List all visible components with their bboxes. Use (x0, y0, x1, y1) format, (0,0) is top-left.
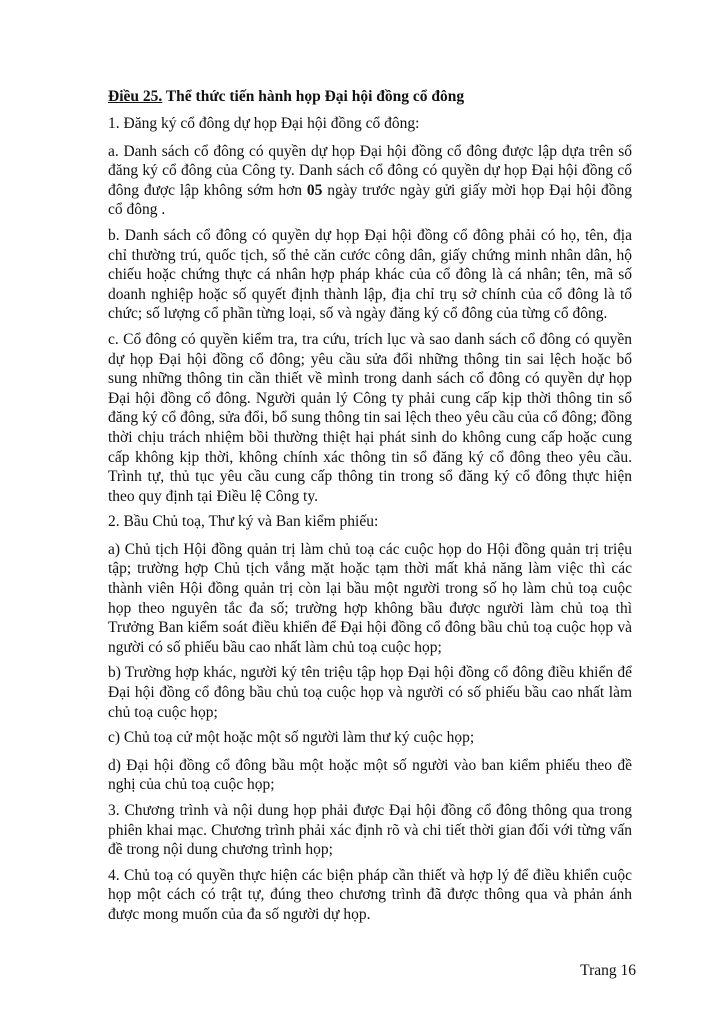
section-1-title: 1. Đăng ký cổ đông dự họp Đại hội đồng cổ đông: (108, 115, 420, 132)
section-4: 4. Chủ toạ có quyền thực hiện các biện pháp cần thiết và hợp lý để điều khiển cuộc họp một cách có trật tự, đúng theo chương trình đã được thông qua và phản ánh được mong muốn của đa số người dự họp. (108, 866, 632, 923)
article-heading (108, 86, 632, 107)
section-1-b: b. Danh sách cổ đông có quyền dự họp Đại hội đồng cổ đông phải có họ, tên, địa chỉ thường trú, quốc tịch, số thẻ căn cước công dân, giấy chứng minh nhân dân, hộ chiếu hoặc chứng thực cá nhân hợp pháp khác của cổ đông là cá nhân; tên, mã số doanh nghiệp hoặc số quyết định thành lập, địa chỉ trụ sở chính của cổ đông là tổ chức; số lượng cổ phần từng loại, số và ngày đăng ký cổ đông của từng cổ đông. (108, 226, 632, 323)
section-3: 3. Chương trình và nội dung họp phải được Đại hội đồng cổ đông thông qua trong phiên khai mạc. Chương trình phải xác định rõ và chi tiết thời gian đối với từng vấn đề trong nội dung chương trình họp; (108, 802, 632, 859)
section-1-a-days: 05 (306, 181, 323, 199)
section-2-title: 2. Bầu Chủ toạ, Thư ký và Ban kiểm phiếu: (108, 513, 379, 531)
section-1-a-text: a. Danh sách cổ đông có quyền dự họp Đại hội đồng cổ đông được lập dựa trên sổ đăng ký cổ đông của Công ty. Danh sách cổ đông có quyền dự họp Đại hội đồng cổ đông được lập không sớm hơn (108, 142, 632, 199)
section-2-a: a) Chủ tịch Hội đồng quản trị làm chủ toạ các cuộc họp do Hội đồng quản trị triệu tập; trường hợp Chủ tịch vắng mặt hoặc tạm thời mất khả năng làm việc thì các thành viên Hội đồng quản trị còn lại bầu một người trong số họ làm chủ toạ cuộc họp theo nguyên tắc đa số; trường hợp không bầu được người làm chủ toạ thì Trưởng Ban kiểm soát điều khiển để Đại hội đồng cổ đông bầu chủ toạ cuộc họp và người có số phiếu bầu cao nhất làm chủ toạ cuộc họp; (108, 540, 632, 656)
page-number: Trang 16 (580, 962, 636, 979)
section-1-c: c. Cổ đông có quyền kiểm tra, tra cứu, trích lục và sao danh sách cổ đông có quyền dự họp Đại hội đồng cổ đông; yêu cầu sửa đổi những thông tin sai lệch hoặc bổ sung những thông tin cần thiết về mình trong danh sách cổ đông có quyền dự họp Đại hội đồng cổ đông. Người quản lý Công ty phải cung cấp kịp thời thông tin sổ đăng ký cổ đông, sửa đổi, bổ sung thông tin sai lệch theo yêu cầu của cổ đông; đồng thời chịu trách nhiệm bồi thường thiệt hại phát sinh do không cung cấp hoặc cung cấp không kịp thời, không chính xác thông tin sổ đăng ký cổ đông theo yêu cầu. Trình tự, thủ tục yêu cầu cung cấp thông tin trong sổ đăng ký cổ đông thực hiện theo quy định tại Điều lệ Công ty. (108, 330, 632, 505)
section-1-a (108, 142, 632, 220)
article-title: Thể thức tiến hành họp Đại hội đồng cổ đông (162, 88, 465, 105)
section-2-b: b) Trường hợp khác, người ký tên triệu tập họp Đại hội đồng cổ đông điều khiển để Đại hội đồng cổ đông bầu chủ toạ cuộc họp và người có số phiếu bầu cao nhất làm chủ toạ cuộc họp; (108, 664, 632, 721)
section-2-c: c) Chủ toạ cử một hoặc một số người làm thư ký cuộc họp; (108, 729, 475, 747)
section-2-d: d) Đại hội đồng cổ đông bầu một hoặc một số người vào ban kiểm phiếu theo đề nghị của chủ toạ cuộc họp; (108, 756, 632, 794)
section-1-a-text-end: ngày trước ngày gửi giấy mời họp Đại hội đồng cổ đông . (108, 181, 632, 219)
article-number: Điều 25. (108, 88, 163, 105)
